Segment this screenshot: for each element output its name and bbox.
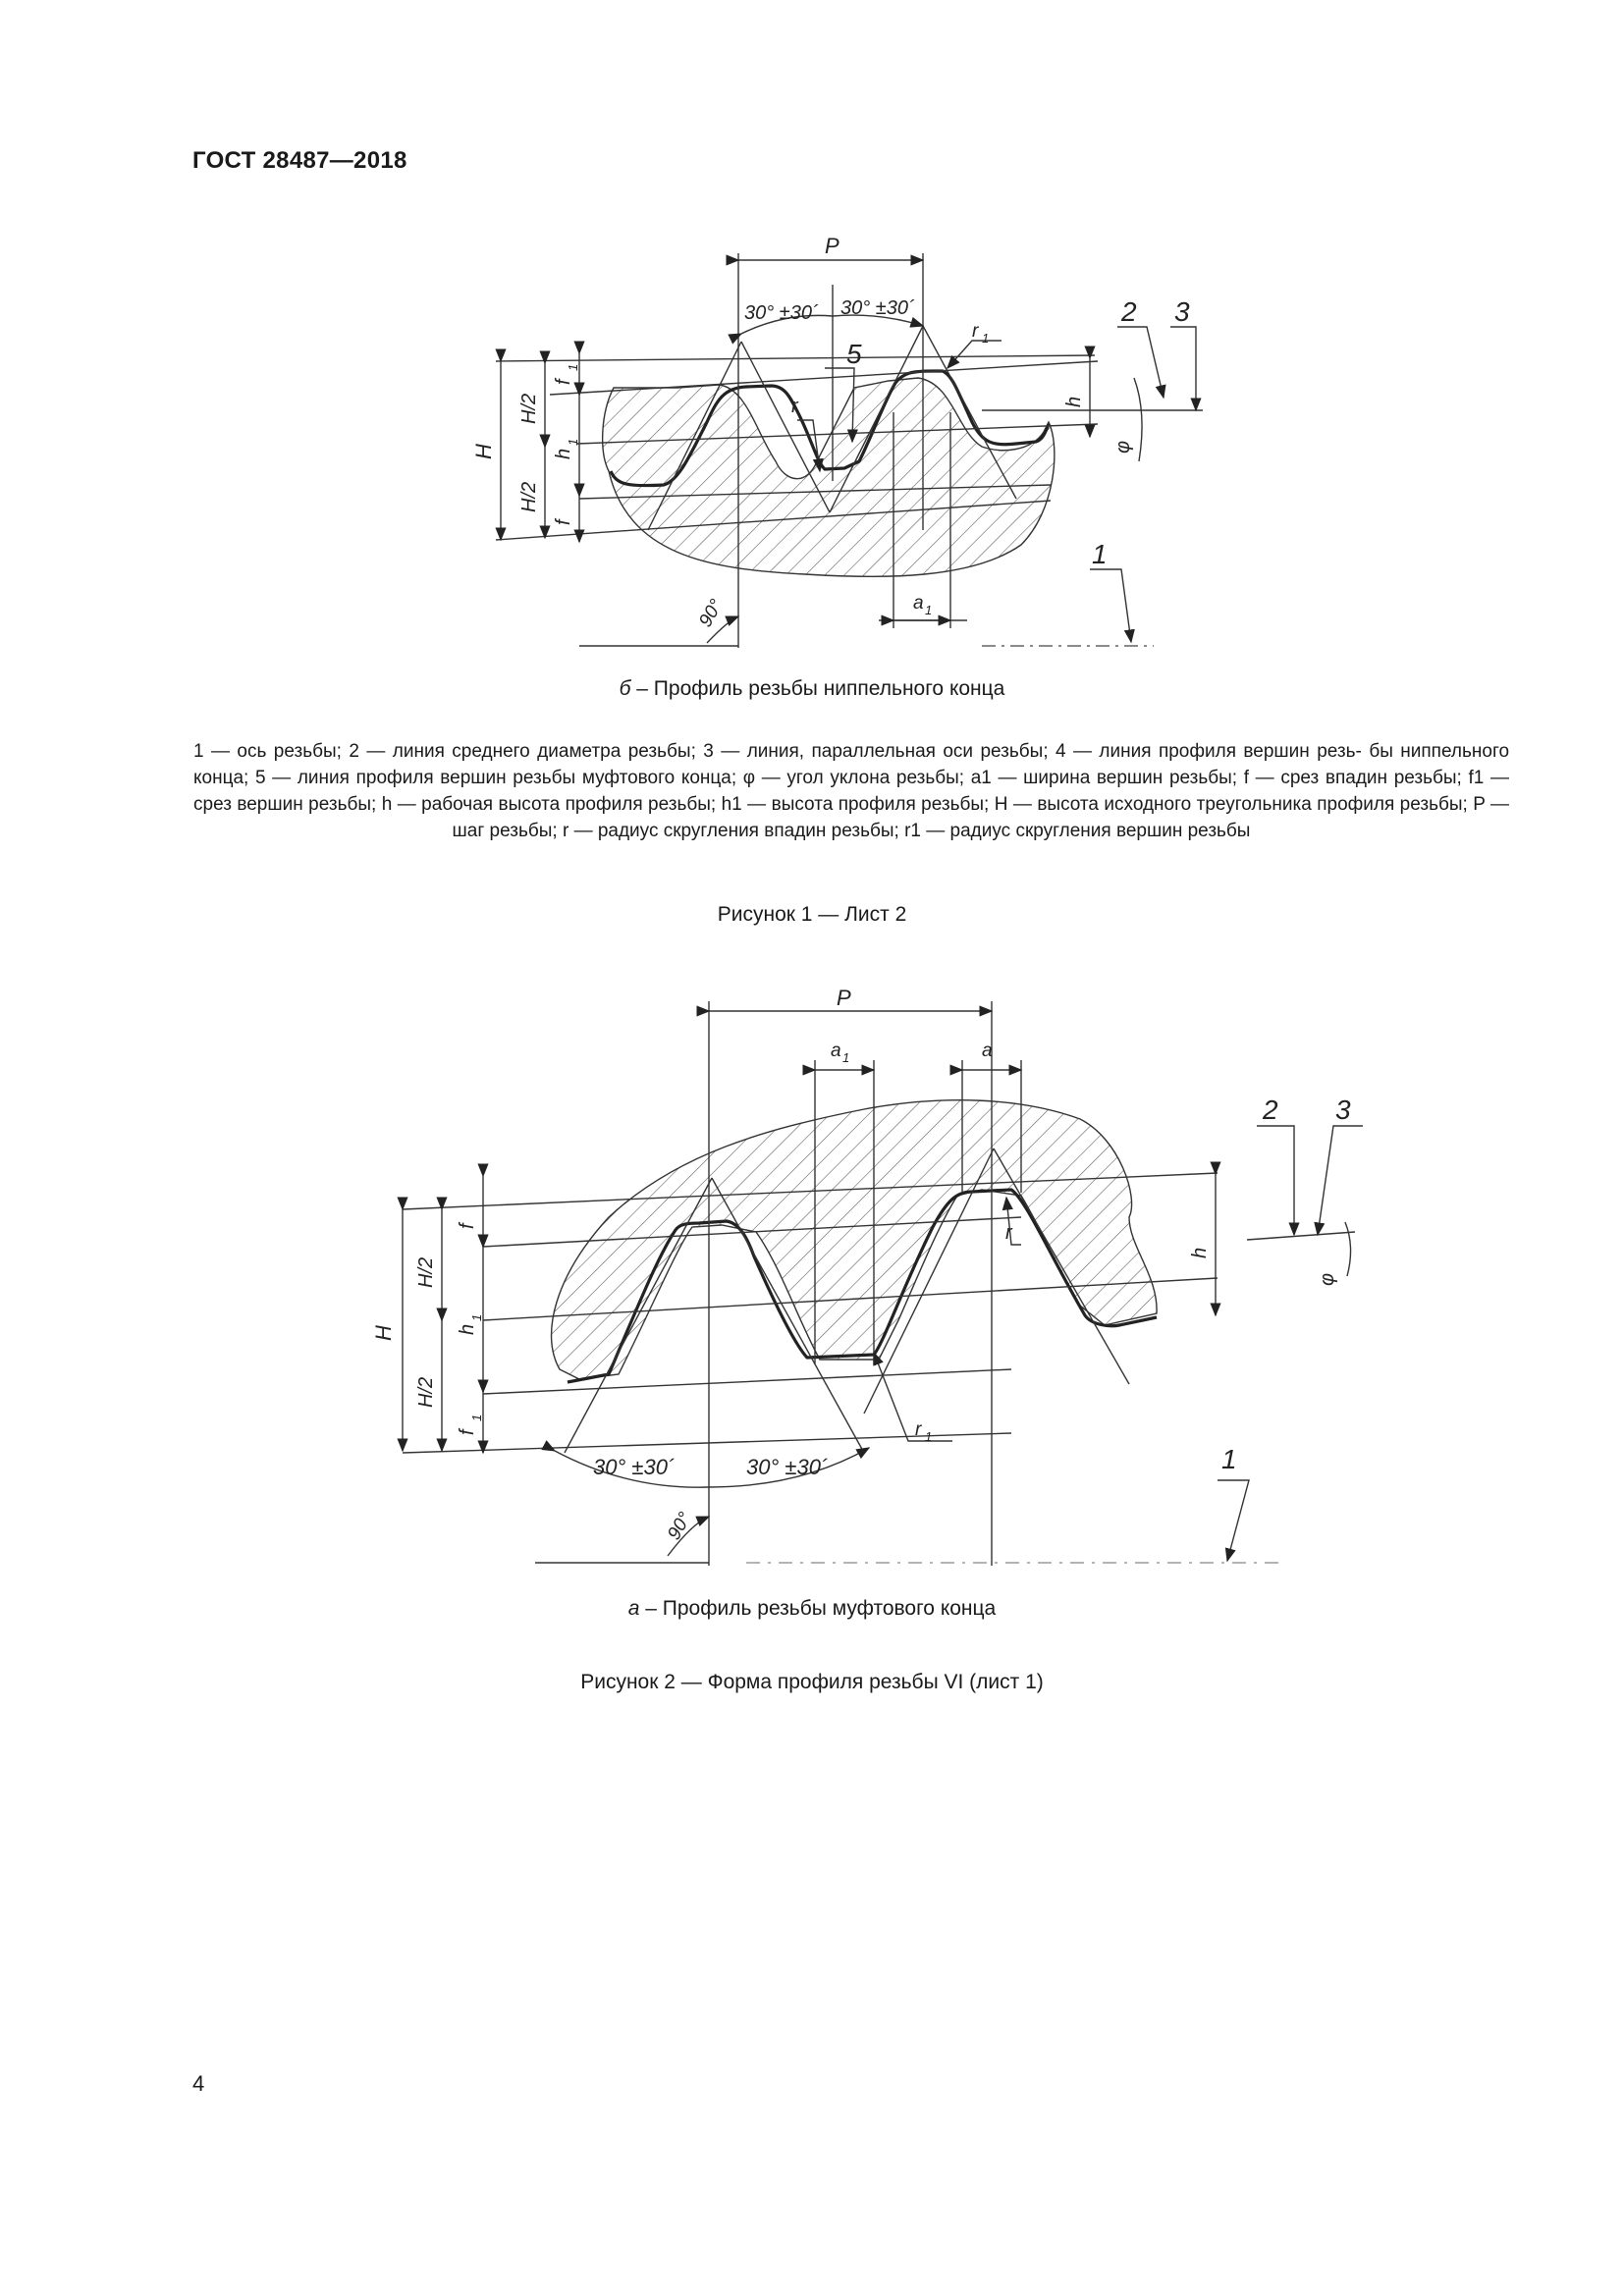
f2-label-H: H	[371, 1325, 396, 1341]
f2-label-h1: h	[457, 1323, 478, 1335]
label-a1-sub: 1	[925, 603, 933, 617]
label-1: 1	[1092, 539, 1108, 569]
label-3: 3	[1174, 296, 1190, 327]
f2-label-P: P	[837, 986, 851, 1010]
legend-line: 1 — ось резьбы; 2 — линия среднего диаметра резьбы; 3 — линия, параллельная оси резьбы; 4 — линия профиля вершин резь-	[193, 741, 1362, 762]
f2-label-angle-left: 30° ±30´	[593, 1455, 676, 1479]
f2-label-a1: a	[831, 1041, 841, 1061]
f2-label-r1: r	[915, 1419, 922, 1440]
label-r1-sub: 1	[982, 331, 990, 346]
figure-2-caption-prefix: а	[627, 1597, 640, 1620]
f2-label-phi: φ	[1317, 1272, 1338, 1286]
label-f1-sub: 1	[566, 363, 580, 371]
f2-label-f: f	[457, 1223, 478, 1229]
figure-2-title: Рисунок 2 — Форма профиля резьбы VI (лист 1)	[580, 1671, 1044, 1693]
label-r1: r	[972, 321, 979, 342]
label-H2-top: H/2	[518, 393, 540, 424]
figure-1-legend	[193, 738, 1509, 844]
figure-2-drawing	[0, 972, 1624, 1600]
f2-label-90deg: 90°	[664, 1509, 696, 1544]
figure-1-caption-prefix: б	[619, 677, 631, 700]
label-2: 2	[1121, 296, 1137, 327]
figure-1-caption-text: – Профиль резьбы ниппельного конца	[630, 677, 1005, 700]
figure-2-caption-text: – Профиль резьбы муфтового конца	[639, 1597, 997, 1620]
document-header: ГОСТ 28487—2018	[192, 147, 407, 174]
nipple-body-hatched	[603, 378, 1055, 576]
label-5: 5	[846, 339, 862, 369]
coupling-body-hatched	[552, 1100, 1158, 1379]
f2-label-3: 3	[1335, 1095, 1351, 1125]
label-angle-right: 30° ±30´	[840, 297, 915, 319]
f2-label-a1-sub: 1	[842, 1050, 850, 1065]
label-h1-sub: 1	[566, 438, 580, 446]
page-number: 4	[192, 2071, 205, 2096]
f2-label-h1-sub: 1	[469, 1313, 484, 1321]
f2-label-angle-right: 30° ±30´	[746, 1455, 829, 1479]
figure-1-caption	[0, 677, 1624, 701]
figure-1-sheet-title: Рисунок 1 — Лист 2	[717, 903, 907, 926]
legend-line: H — высота исходного треугольника профиля резьбы; P — шаг резьбы; r — радиус скругления впадин резьбы; r1 — радиус	[452, 794, 1510, 841]
label-h1: h	[553, 448, 574, 459]
f2-label-H2-top: H/2	[415, 1256, 437, 1288]
figure-1-drawing	[0, 0, 1624, 687]
label-P: P	[825, 234, 839, 258]
f2-label-a: a	[982, 1041, 993, 1061]
f2-label-2: 2	[1263, 1095, 1278, 1125]
f2-label-f1-sub: 1	[469, 1414, 484, 1421]
f2-label-h: h	[1189, 1247, 1211, 1258]
label-phi: φ	[1112, 440, 1134, 454]
legend-line: скругления вершин резьбы	[1015, 821, 1251, 841]
figure-2-caption	[0, 1597, 1624, 1621]
label-r: r	[791, 396, 798, 417]
label-h: h	[1063, 396, 1085, 407]
f2-label-f1: f	[457, 1429, 478, 1435]
label-f: f	[553, 519, 574, 525]
label-H2-bot: H/2	[518, 481, 540, 512]
f2-label-r1-sub: 1	[925, 1429, 933, 1444]
f2-line-3	[1247, 1232, 1355, 1240]
f2-label-1: 1	[1221, 1444, 1237, 1474]
label-f1: f	[553, 379, 574, 385]
line-4-nipple-crest	[496, 355, 1095, 361]
legend-line: резьбы; f — срез впадин резьбы; f1 — срез вершин резьбы; h — рабочая высота профиля резьбы; h1 — высота профиля резьбы;	[193, 768, 1509, 815]
label-H: H	[471, 444, 496, 459]
label-angle-left: 30° ±30´	[744, 302, 819, 324]
label-a1: a	[913, 593, 924, 614]
legend-line: бы ниппельного конца; 5 — линия профиля вершин резьбы муфтового конца; φ — угол уклона резьбы; a1 — ширина вершин	[193, 741, 1510, 788]
f2-label-H2-bot: H/2	[415, 1376, 437, 1408]
label-90deg: 90°	[695, 596, 728, 631]
f2-label-r: r	[1005, 1222, 1012, 1244]
